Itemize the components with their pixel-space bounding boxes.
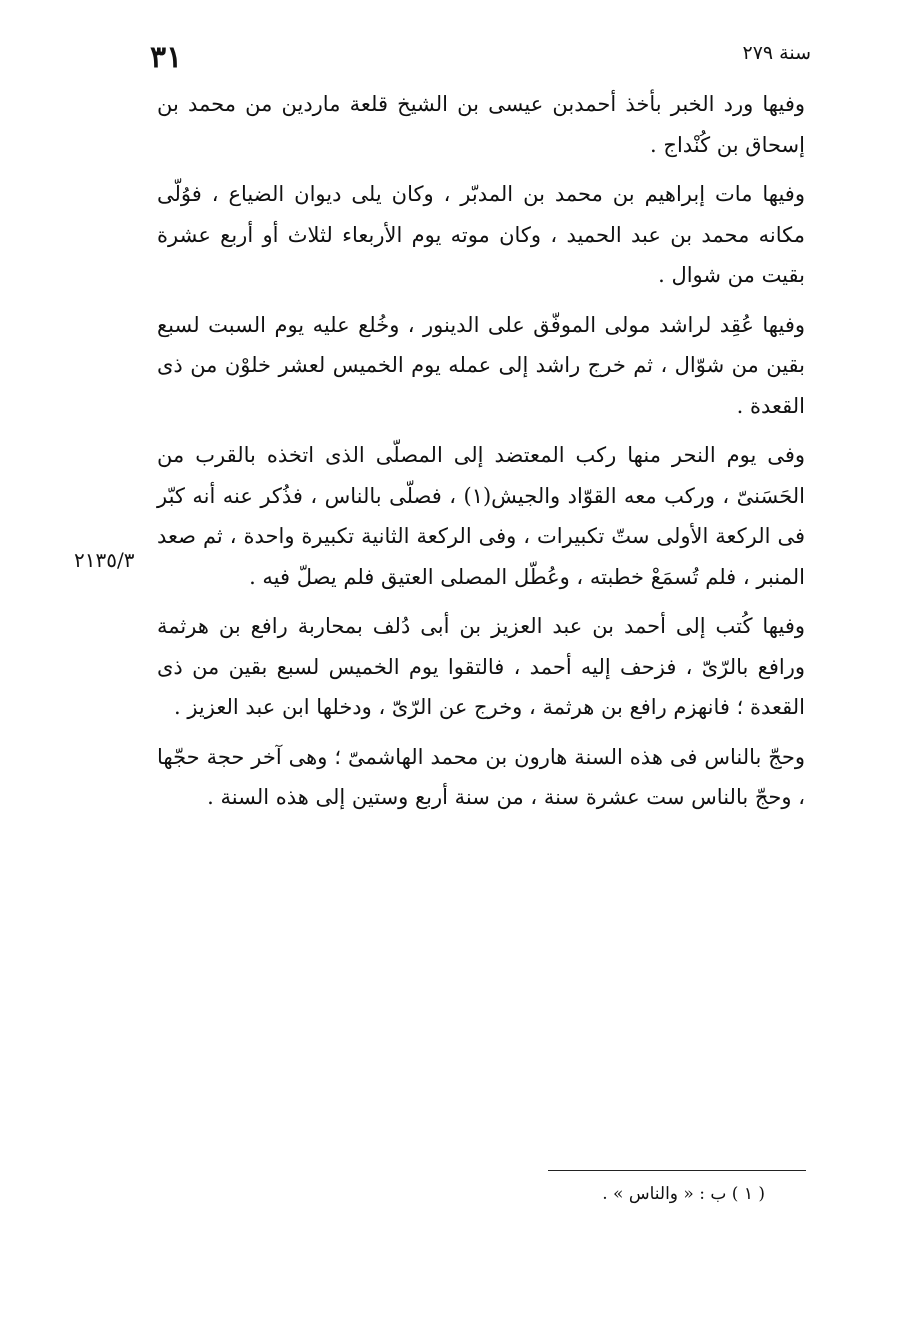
paragraph: وفيها عُقِد لراشد مولى الموفّق على الدينور ، وخُلع عليه يوم السبت لسبع بقين من شوّال ، ثم خرج راشد إلى عمله يوم الخميس لعشر خلوْن من ذى القعدة .	[157, 312, 805, 418]
margin-reference: ٢١٣٥/٣	[74, 548, 135, 572]
footnote-divider	[548, 1170, 806, 1171]
paragraph: وفيها مات إبراهيم بن محمد بن المدبّر ، وكان يلى ديوان الضياع ، فوُلّى مكانه محمد بن عبد الحميد ، وكان موته يوم الأربعاء لثلاث أو أربع عشرة بقيت من شوال .	[157, 182, 805, 287]
paragraph: وفى يوم النحر منها ركب المعتضد إلى المصلّى الذى اتخذه بالقرب من الحَسَنىّ ، وركب معه القوّاد والجيش(١) ، فصلّى بالناس ، فذُكر عنه أنه كبّر فى الركعة الأولى ستّ تكبيرات ، وفى الركعة الثانية تكبيرة واحدة ، ثم صعد المنبر ، فلم تُسمَعْ خطبته ، وعُطّل المصلى العتيق فلم يصلّ فيه .	[157, 443, 806, 589]
body-text	[157, 84, 805, 818]
footnote: ( ١ ) ب : « والناس » .	[602, 1184, 765, 1204]
paragraph: وفيها كُتب إلى أحمد بن عبد العزيز بن أبى دُلف بمحاربة رافع بن هرثمة ورافع بالرّىّ ، فزحف إليه أحمد ، فالتقوا يوم الخميس لسبع بقين من ذى القعدة ؛ فانهزم رافع بن هرثمة ، وخرج عن الرّىّ ، ودخلها ابن عبد العزيز .	[157, 614, 805, 719]
paragraph: وحجّ بالناس فى هذه السنة هارون بن محمد الهاشمىّ ؛ وهى آخر حجة حجّها ، وحجّ بالناس ست عشرة سنة ، من سنة أربع وستين إلى هذه السنة .	[157, 744, 805, 809]
paragraph: وفيها ورد الخبر بأخذ أحمدبن عيسى بن الشيخ قلعة ماردين من محمد بن إسحاق بن كُنْداج .	[157, 92, 805, 157]
running-header-year: سنة ٢٧٩	[742, 42, 811, 64]
page-number: ٣١	[150, 40, 183, 75]
